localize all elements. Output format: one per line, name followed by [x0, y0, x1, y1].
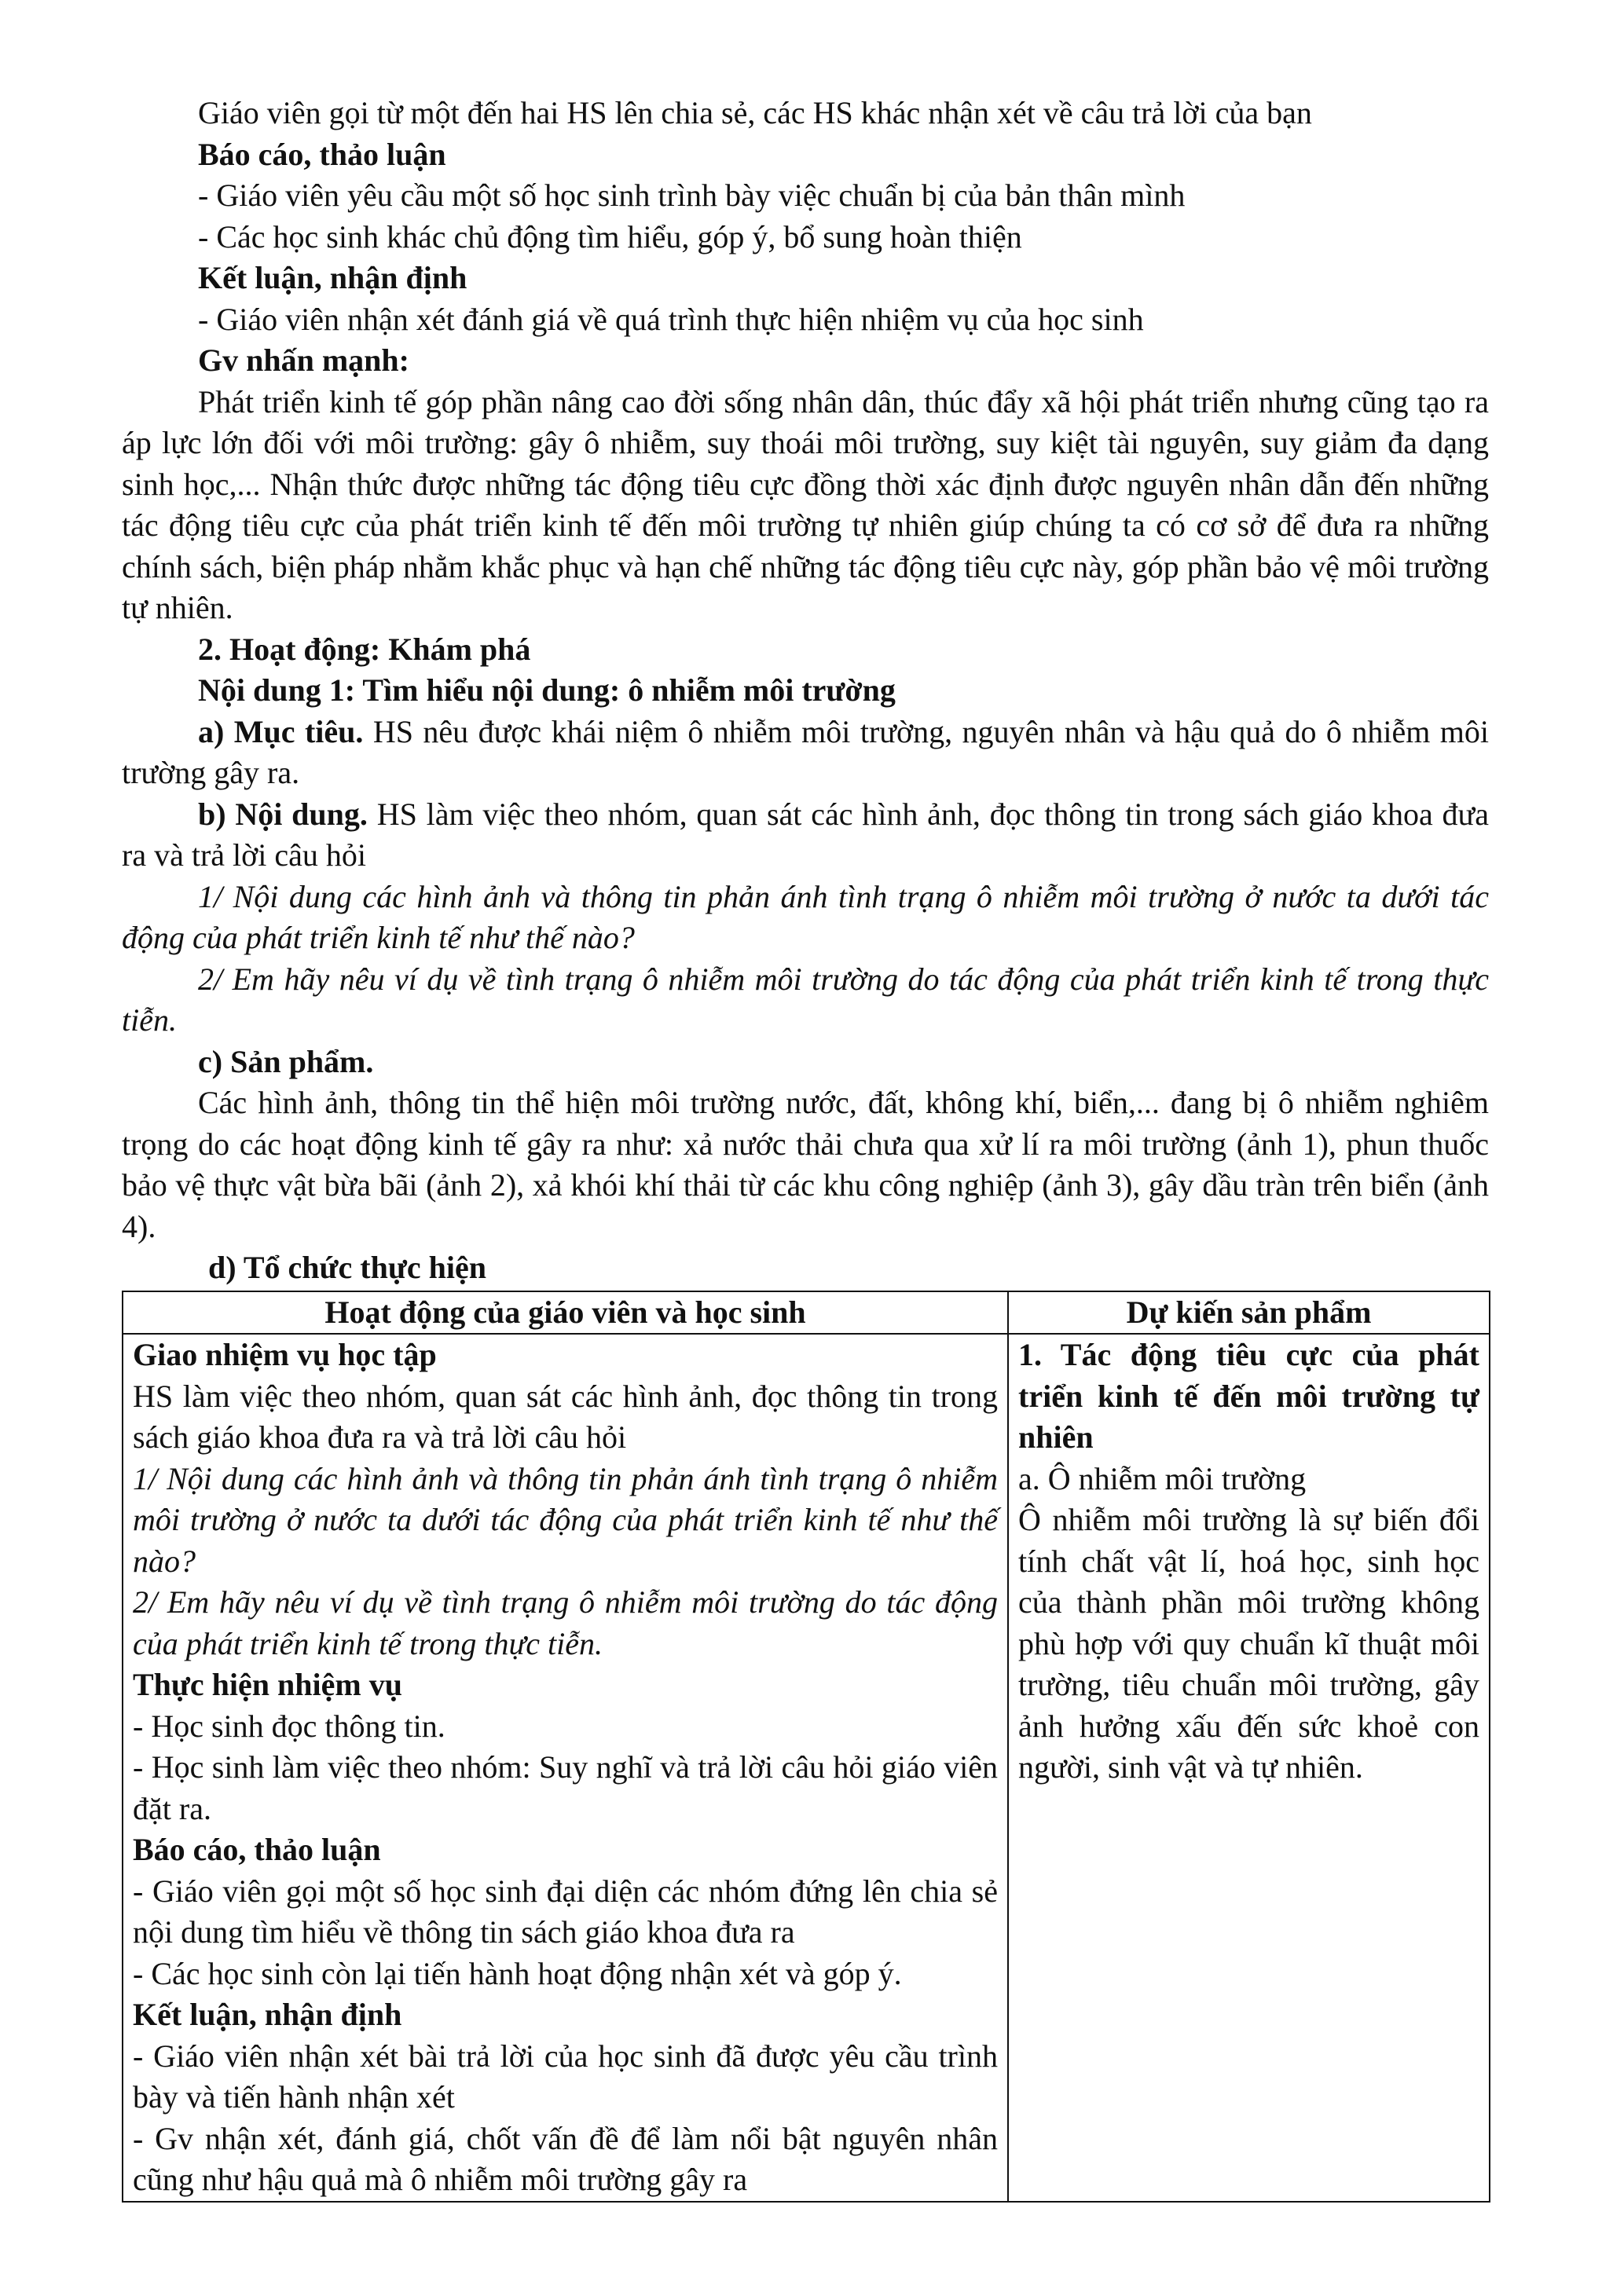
question-1: 1/ Nội dung các hình ảnh và thông tin phản ánh tình trạng ô nhiễm môi trường ở nước ta dưới tác động của phát triển kinh tế như thế nào? [122, 878, 1489, 955]
table-cell-activities [123, 1334, 1008, 2202]
table-report-heading: Báo cáo, thảo luận [133, 1832, 381, 1867]
task-heading: Giao nhiệm vụ học tập [133, 1337, 437, 1372]
product-label: c) Sản phẩm. [198, 1043, 374, 1079]
product-heading: 1. Tác động tiêu cực của phát triển kinh tế đến môi trường tự nhiên [1018, 1337, 1479, 1455]
table-row [123, 1334, 1490, 2202]
emphasis-heading: Gv nhấn mạnh: [198, 342, 409, 378]
do-heading: Thực hiện nhiệm vụ [133, 1667, 402, 1702]
report-item: - Các học sinh khác chủ động tìm hiểu, góp ý, bổ sung hoàn thiện [198, 218, 1022, 255]
table-conclusion-item: - Gv nhận xét, đánh giá, chốt vấn đề để làm nổi bật nguyên nhân cũng như hậu quả mà ô nhiễm môi trường gây ra [133, 2120, 998, 2197]
emphasis-paragraph: Phát triển kinh tế góp phần nâng cao đời sống nhân dân, thúc đẩy xã hội phát triển nhưng cũng tạo ra áp lực lớn đối với môi trường: gây ô nhiễm, suy thoái môi trường, suy kiệt tài nguyên, suy giảm đa dạng sinh học,... Nhận thức được những tác động tiêu cực đồng thời xác định được nguyên nhân dẫn đến những tác động tiêu cực của phát triển kinh tế đến môi trường tự nhiên giúp chúng ta có cơ sở để đưa ra những chính sách, biện pháp nhằm khắc phục và hạn chế những tác động tiêu cực này, góp phần bảo vệ môi trường tự nhiên. [122, 383, 1489, 625]
table-conclusion-heading: Kết luận, nhận định [133, 1997, 402, 2032]
report-heading: Báo cáo, thảo luận [198, 136, 446, 172]
activity-table [122, 1291, 1490, 2203]
table-conclusion-item: - Giáo viên nhận xét bài trả lời của học sinh đã được yêu cầu trình bày và tiến hành nhận xét [133, 2038, 998, 2115]
intro-line: Giáo viên gọi từ một đến hai HS lên chia sẻ, các HS khác nhận xét về câu trả lời của bạn [198, 95, 1312, 130]
table-cell-products [1008, 1334, 1490, 2202]
objective-label: a) Mục tiêu. [198, 713, 364, 749]
product-subheading: a. Ô nhiễm môi trường [1018, 1460, 1307, 1496]
report-item: - Giáo viên yêu cầu một số học sinh trình bày việc chuẩn bị của bản thân mình [198, 178, 1186, 213]
table-header-activity: Hoạt động của giáo viên và học sinh [123, 1291, 1008, 1335]
task-text: HS làm việc theo nhóm, quan sát các hình ảnh, đọc thông tin trong sách giáo khoa đưa ra và trả lời câu hỏi [133, 1378, 998, 1455]
activity-heading: 2. Hoạt động: Khám phá [198, 631, 531, 667]
content-text: HS làm việc theo nhóm, quan sát các hình ảnh, đọc thông tin trong sách giáo khoa đưa ra và trả lời câu hỏi [122, 796, 1489, 873]
product-paragraph: Các hình ảnh, thông tin thể hiện môi trường nước, đất, không khí, biển,... đang bị ô nhiễm nghiêm trọng do các hoạt động kinh tế gây ra như: xả nước thải chưa qua xử lí ra môi trường (ảnh 1), phun thuốc bảo vệ thực vật bừa bãi (ảnh 2), xả khói khí thải từ các khu công nghiệp (ảnh 3), gây dầu tràn trên biển (ảnh 4). [122, 1085, 1489, 1244]
organize-label: d) Tổ chức thực hiện [208, 1250, 486, 1285]
objective-paragraph [122, 712, 1489, 794]
table-report-item: - Giáo viên gọi một số học sinh đại diện các nhóm đứng lên chia sẻ nội dung tìm hiểu về thông tin sách giáo khoa đưa ra [133, 1873, 998, 1950]
document-page [122, 93, 1489, 2203]
do-item: - Học sinh đọc thông tin. [133, 1708, 445, 1744]
content-paragraph [122, 794, 1489, 877]
task-question-2: 2/ Em hãy nêu ví dụ về tình trạng ô nhiễm môi trường do tác động của phát triển kinh tế trong thực tiễn. [133, 1584, 998, 1661]
do-item: - Học sinh làm việc theo nhóm: Suy nghĩ và trả lời câu hỏi giáo viên đặt ra. [133, 1749, 998, 1826]
objective-text: HS nêu được khái niệm ô nhiễm môi trường, nguyên nhân và hậu quả do ô nhiễm môi trường gây ra. [122, 713, 1489, 790]
task-question-1: 1/ Nội dung các hình ảnh và thông tin phản ánh tình trạng ô nhiễm môi trường ở nước ta dưới tác động của phát triển kinh tế như thế nào? [133, 1460, 998, 1579]
conclusion-heading: Kết luận, nhận định [198, 260, 467, 295]
question-2: 2/ Em hãy nêu ví dụ về tình trạng ô nhiễm môi trường do tác động của phát triển kinh tế trong thực tiễn. [122, 961, 1489, 1038]
content-heading: Nội dung 1: Tìm hiểu nội dung: ô nhiễm môi trường [198, 672, 896, 708]
conclusion-item: - Giáo viên nhận xét đánh giá về quá trình thực hiện nhiệm vụ của học sinh [198, 301, 1144, 337]
content-label: b) Nội dung. [198, 796, 368, 832]
product-definition: Ô nhiễm môi trường là sự biến đổi tính chất vật lí, hoá học, sinh học của thành phần môi trường không phù hợp với quy chuẩn kĩ thuật môi trường, tiêu chuẩn môi trường, gây ảnh hưởng xấu đến sức khoẻ con người, sinh vật và tự nhiên. [1018, 1502, 1479, 1785]
table-header-product: Dự kiến sản phẩm [1008, 1291, 1490, 1335]
table-report-item: - Các học sinh còn lại tiến hành hoạt động nhận xét và góp ý. [133, 1955, 902, 1991]
table-header-row [123, 1291, 1490, 1335]
